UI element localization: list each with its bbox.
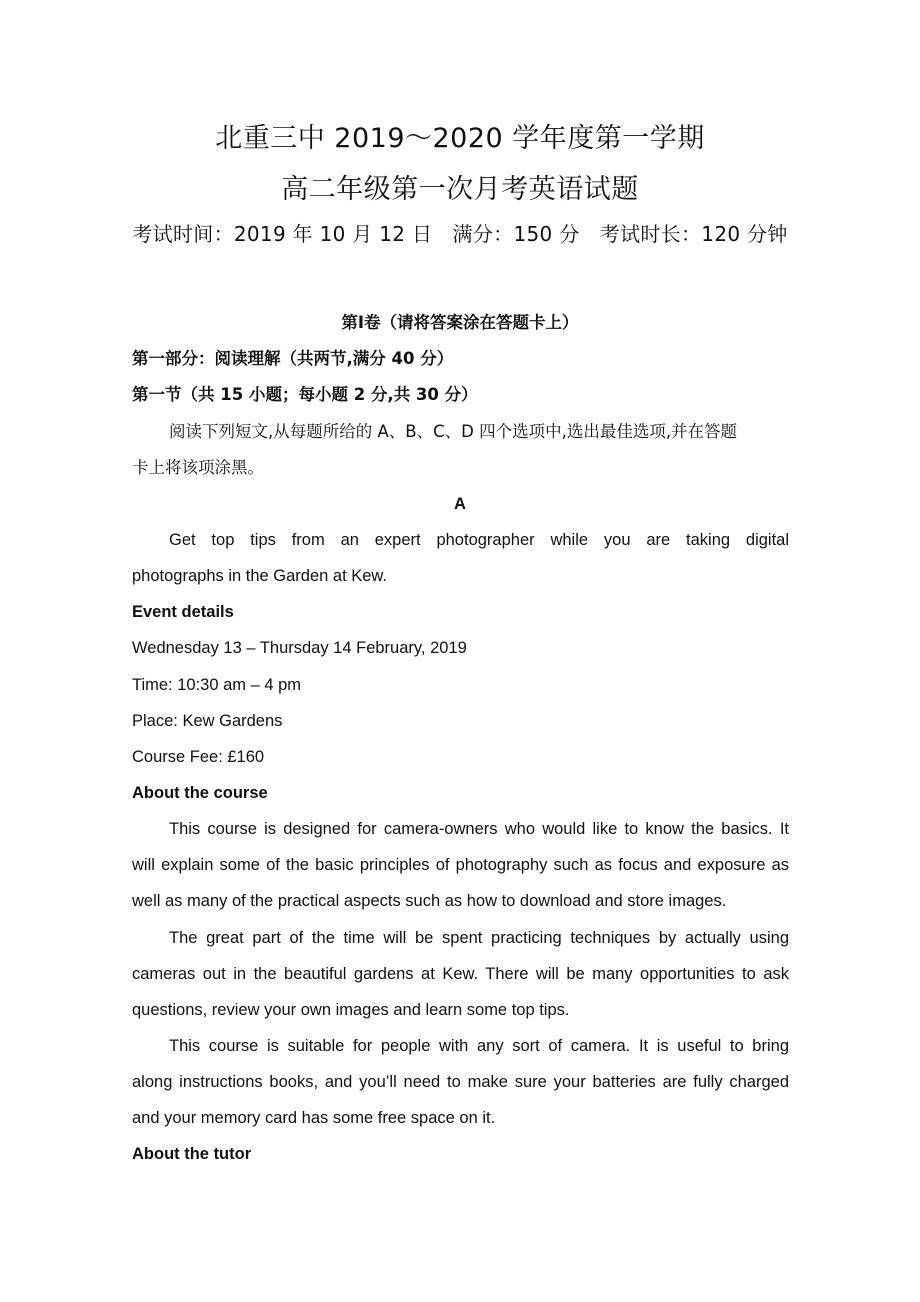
- course-p1-line2: will explain some of the basic principles of photography such as focus and exposure as: [132, 856, 789, 874]
- about-course-heading: About the course: [132, 784, 268, 802]
- exam-title-line2: 高二年级第一次月考英语试题: [281, 174, 639, 205]
- event-time: Time: 10:30 am – 4 pm: [132, 676, 302, 694]
- event-details-heading: Event details: [132, 603, 234, 621]
- part-heading: 第一部分：阅读理解（共两节,满分 40 分）: [132, 349, 454, 368]
- intro-line2: photographs in the Garden at Kew.: [132, 567, 388, 585]
- event-fee: Course Fee: £160: [132, 748, 265, 766]
- exam-info: 考试时间：2019 年 10 月 12 日 满分：150 分 考试时长：120 分钟: [132, 222, 788, 246]
- event-place: Place: Kew Gardens: [132, 712, 283, 730]
- section-heading: 第一节（共 15 小题；每小题 2 分,共 30 分）: [132, 385, 478, 404]
- intro-line1: Get top tips from an expert photographer while you are taking digital: [169, 531, 789, 549]
- exam-title-line1: 北重三中 2019～2020 学年度第一学期: [215, 123, 705, 154]
- course-p3-line3: and your memory card has some free space on it.: [132, 1109, 496, 1127]
- course-p1-line3: well as many of the practical aspects such as how to download and store images.: [132, 892, 727, 910]
- instructions-line1: 阅读下列短文,从每题所给的 A、B、C、D 四个选项中,选出最佳选项,并在答题: [169, 422, 738, 441]
- about-tutor-heading: About the tutor: [132, 1145, 252, 1163]
- course-p2-line3: questions, review your own images and learn some top tips.: [132, 1001, 570, 1019]
- event-date: Wednesday 13 – Thursday 14 February, 2019: [132, 639, 467, 657]
- course-p3-line2: along instructions books, and you’ll need to make sure your batteries are fully charged: [132, 1073, 789, 1091]
- course-p2-line1: The great part of the time will be spent practicing techniques by actually using: [169, 929, 789, 947]
- instructions-line2: 卡上将该项涂黑。: [132, 458, 264, 477]
- course-p1-line1: This course is designed for camera-owners who would like to know the basics. It: [169, 820, 789, 838]
- passage-label: A: [454, 495, 466, 513]
- volume-heading: 第Ⅰ卷（请将答案涂在答题卡上）: [341, 313, 579, 332]
- course-p3-line1: This course is suitable for people with any sort of camera. It is useful to bring: [169, 1037, 789, 1055]
- course-p2-line2: cameras out in the beautiful gardens at Kew. There will be many opportunities to ask: [132, 965, 789, 983]
